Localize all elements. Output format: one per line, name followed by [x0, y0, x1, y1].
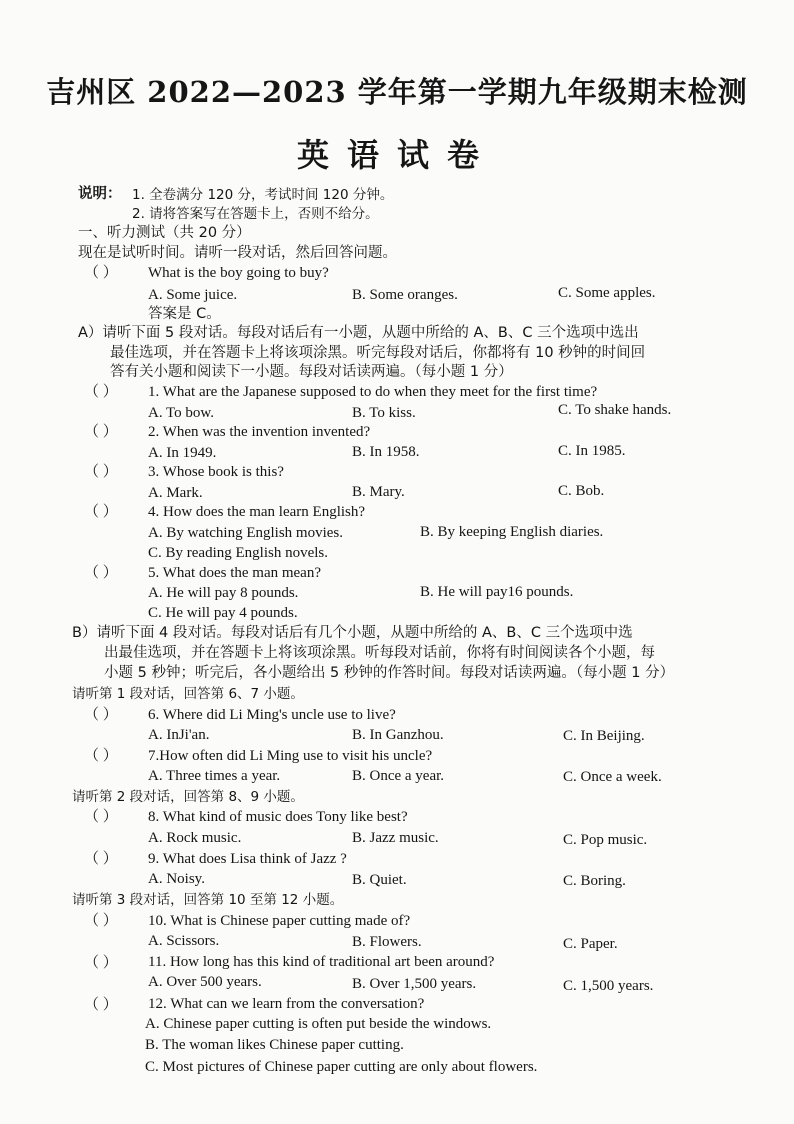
q1-answer-blank: （ ）: [84, 384, 118, 400]
sample-question: What is the boy going to buy?: [148, 265, 329, 281]
dialog-2-label: 请听第 2 段对话，回答第 8、9 小题。: [72, 789, 304, 805]
q6-answer-blank: （ ）: [84, 707, 118, 723]
q10-question: 10. What is Chinese paper cutting made of?: [148, 913, 411, 929]
q11-option-b: B. Over 1,500 years.: [352, 976, 477, 992]
q1-option-c: C. To shake hands.: [558, 402, 672, 418]
q8-option-c: C. Pop music.: [563, 832, 648, 848]
q9-option-a: A. Noisy.: [148, 871, 205, 887]
q8-option-b: B. Jazz music.: [352, 830, 439, 846]
part-a-instruction-1: A）请听下面 5 段对话。每段对话后有一小题，从题中所给的 A、B、C 三个选项中选出: [78, 325, 639, 341]
part-b-instruction-3: 小题 5 秒钟；听完后，各小题给出 5 秒钟的作答时间。每段对话读两遍。（每小题 1 分）: [104, 665, 675, 681]
dialog-3-label: 请听第 3 段对话，回答第 10 至第 12 小题。: [72, 892, 344, 908]
q3-option-b: B. Mary.: [352, 484, 405, 500]
q3-option-a: A. Mark.: [148, 485, 203, 501]
q7-question: 7.How often did Li Ming use to visit his uncle?: [148, 748, 433, 764]
q12-question: 12. What can we learn from the conversation?: [148, 996, 425, 1012]
q3-answer-blank: （ ）: [84, 464, 118, 480]
sample-answer: 答案是 C。: [148, 306, 221, 322]
q10-option-c: C. Paper.: [563, 936, 618, 952]
q2-option-a: A. In 1949.: [148, 445, 217, 461]
q10-answer-blank: （ ）: [84, 913, 118, 929]
q6-option-b: B. In Ganzhou.: [352, 727, 444, 743]
q4-option-a: A. By watching English movies.: [148, 525, 343, 541]
section-heading: 一、听力测试（共 20 分）: [78, 225, 251, 241]
q2-answer-blank: （ ）: [84, 424, 118, 440]
q8-answer-blank: （ ）: [84, 809, 118, 825]
q3-question: 3. Whose book is this?: [148, 464, 284, 480]
q6-option-a: A. InJi'an.: [148, 727, 210, 743]
q5-option-a: A. He will pay 8 pounds.: [148, 585, 299, 601]
q6-option-c: C. In Beijing.: [563, 728, 645, 744]
q5-option-b: B. He will pay16 pounds.: [420, 584, 574, 600]
notes-line-1: 1. 全卷满分 120 分，考试时间 120 分钟。: [132, 187, 394, 203]
q5-question: 5. What does the man mean?: [148, 565, 321, 581]
sample-option-a: A. Some juice.: [148, 287, 238, 303]
q4-option-b: B. By keeping English diaries.: [420, 524, 604, 540]
q7-option-b: B. Once a year.: [352, 768, 445, 784]
q7-option-c: C. Once a week.: [563, 769, 662, 785]
q10-option-b: B. Flowers.: [352, 934, 422, 950]
q11-option-a: A. Over 500 years.: [148, 974, 262, 990]
q4-question: 4. How does the man learn English?: [148, 504, 366, 520]
sample-option-c: C. Some apples.: [558, 285, 656, 301]
q3-option-c: C. Bob.: [558, 483, 605, 499]
section-intro: 现在是试听时间。请听一段对话，然后回答问题。: [78, 245, 397, 261]
sample-answer-blank: （ ）: [84, 265, 118, 281]
q12-option-a: A. Chinese paper cutting is often put beside the windows.: [145, 1016, 492, 1032]
part-a-instruction-3: 答有关小题和阅读下一小题。每段对话读两遍。（每小题 1 分）: [110, 364, 513, 380]
q1-question: 1. What are the Japanese supposed to do when they meet for the first time?: [148, 384, 598, 400]
q7-answer-blank: （ ）: [84, 748, 118, 764]
notes-line-2: 2. 请将答案写在答题卡上，否则不给分。: [132, 206, 379, 222]
q2-question: 2. When was the invention invented?: [148, 424, 371, 440]
exam-subtitle: 英语试卷: [296, 136, 497, 174]
q2-option-b: B. In 1958.: [352, 444, 420, 460]
q9-answer-blank: （ ）: [84, 851, 118, 867]
q11-question: 11. How long has this kind of traditional art been around?: [148, 954, 495, 970]
q5-option-c: C. He will pay 4 pounds.: [148, 605, 298, 621]
q6-question: 6. Where did Li Ming's uncle use to live?: [148, 707, 396, 723]
dialog-1-label: 请听第 1 段对话，回答第 6、7 小题。: [72, 686, 304, 702]
q8-question: 8. What kind of music does Tony like best?: [148, 809, 408, 825]
q4-answer-blank: （ ）: [84, 504, 118, 520]
q11-option-c: C. 1,500 years.: [563, 978, 654, 994]
q7-option-a: A. Three times a year.: [148, 768, 281, 784]
q1-option-a: A. To bow.: [148, 405, 215, 421]
q12-option-b: B. The woman likes Chinese paper cutting.: [145, 1037, 404, 1053]
q12-answer-blank: （ ）: [84, 997, 118, 1013]
q9-option-c: C. Boring.: [563, 873, 626, 889]
notes-label: 说明：: [78, 186, 122, 202]
q9-question: 9. What does Lisa think of Jazz ?: [148, 851, 347, 867]
q1-option-b: B. To kiss.: [352, 405, 416, 421]
q2-option-c: C. In 1985.: [558, 443, 626, 459]
q8-option-a: A. Rock music.: [148, 830, 242, 846]
exam-title: 吉州区 2022—2023 学年第一学期九年级期末检测: [46, 75, 748, 109]
part-b-instruction-2: 出最佳选项，并在答题卡上将该项涂黑。听每段对话前，你将有时间阅读各个小题，每: [104, 645, 655, 661]
q12-option-c: C. Most pictures of Chinese paper cutting are only about flowers.: [145, 1059, 538, 1075]
part-a-instruction-2: 最佳选项，并在答题卡上将该项涂黑。听完每段对话后，你都将有 10 秒钟的时间回: [110, 345, 646, 361]
sample-option-b: B. Some oranges.: [352, 287, 458, 303]
q11-answer-blank: （ ）: [84, 955, 118, 971]
q10-option-a: A. Scissors.: [148, 933, 220, 949]
q9-option-b: B. Quiet.: [352, 872, 407, 888]
q4-option-c: C. By reading English novels.: [148, 545, 328, 561]
part-b-instruction-1: B）请听下面 4 段对话。每段对话后有几个小题，从题中所给的 A、B、C 三个选项中选: [72, 625, 633, 641]
q5-answer-blank: （ ）: [84, 565, 118, 581]
